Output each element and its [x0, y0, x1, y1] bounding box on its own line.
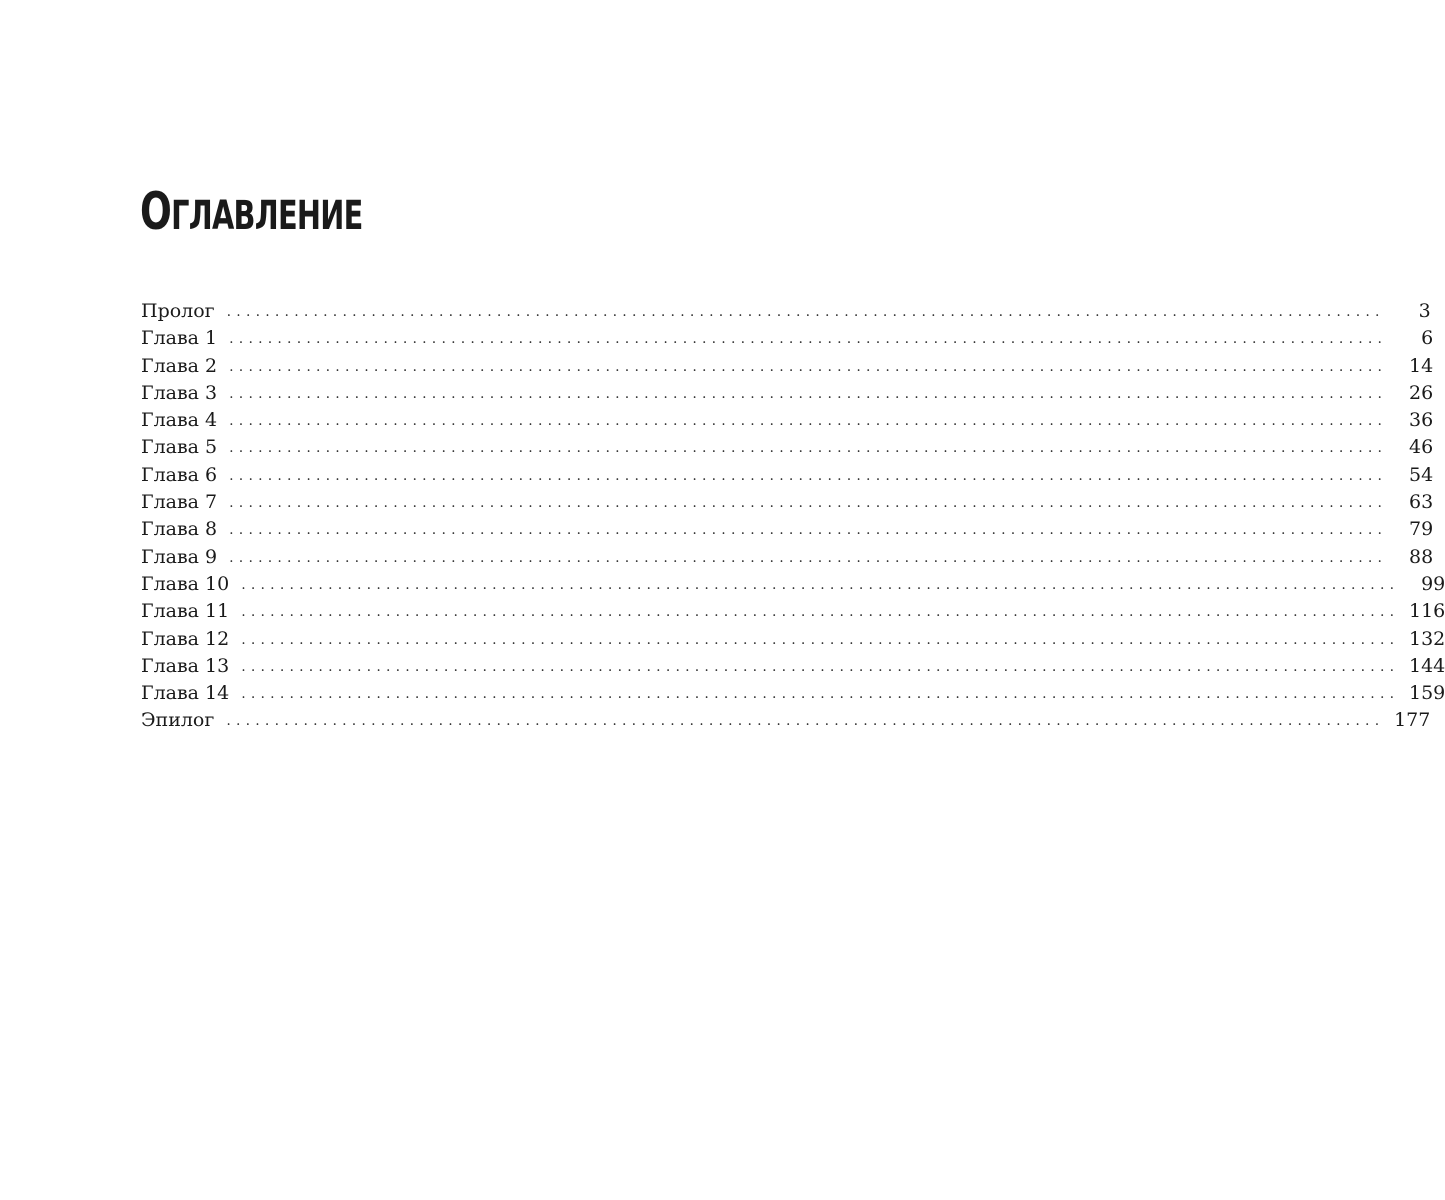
dot-leader: ........................................................................................................................ [229, 385, 1388, 402]
toc-entry-label: Глава 7 [141, 491, 218, 514]
toc-entry-label: Глава 13 [141, 654, 230, 677]
toc-entry [141, 544, 1434, 571]
toc-entry-label: Глава 2 [141, 354, 218, 377]
toc-entry-page-number: 36 [1408, 409, 1434, 432]
toc-entry-page-number: 116 [1408, 600, 1445, 623]
toc-entry-page-number: 46 [1408, 436, 1434, 459]
toc-entry-label: Глава 12 [141, 627, 230, 650]
toc-entry [141, 707, 1431, 734]
toc-entry-page-number: 79 [1408, 518, 1434, 541]
dot-leader: ........................................................................................................................ [229, 413, 1388, 430]
toc-entry-label: Глава 11 [141, 600, 230, 623]
toc-entry-page-number: 177 [1394, 709, 1431, 732]
dot-leader: ........................................................................................................................ [241, 686, 1400, 703]
toc-entry-label: Глава 3 [141, 381, 218, 404]
toc-entry-label: Глава 6 [141, 463, 218, 486]
toc-entry-page-number: 26 [1408, 381, 1434, 404]
toc-entry [141, 653, 1445, 680]
toc-entry-label: Пролог [141, 300, 215, 322]
toc-entry [141, 626, 1445, 653]
toc-entry-label: Глава 9 [141, 545, 218, 568]
toc-entry [141, 598, 1445, 625]
dot-leader: ........................................................................................................................ [241, 658, 1400, 675]
toc-entry-label: Глава 8 [141, 518, 218, 541]
dot-leader: ........................................................................................................................ [241, 604, 1400, 621]
toc-entry-page-number: 63 [1408, 491, 1434, 514]
toc-entry-page-number: 132 [1408, 627, 1445, 650]
toc-entry-label: Эпилог [141, 709, 215, 732]
dot-leader: ........................................................................................................................ [229, 467, 1388, 484]
toc-entry [141, 516, 1434, 543]
toc-entry-page-number: 159 [1408, 682, 1445, 705]
dot-leader: ........................................................................................................................ [241, 631, 1400, 648]
dot-leader: ........................................................................................................................ [229, 522, 1388, 539]
toc-entry [141, 298, 1431, 325]
toc-entry-page-number: 14 [1408, 354, 1434, 377]
dot-leader: ........................................................................................................................ [229, 358, 1388, 375]
dot-leader: ........................................................................................................................ [229, 331, 1388, 348]
toc-entry-label: Глава 1 [141, 327, 218, 350]
toc-entry-page-number: 54 [1408, 463, 1434, 486]
toc-entry-page-number: 88 [1408, 545, 1434, 568]
page-title: ОГЛАВЛЕНИЕ [140, 182, 363, 242]
toc-entry [141, 680, 1445, 707]
toc-entry-page-number: 3 [1418, 300, 1431, 322]
toc-entry-label: Глава 4 [141, 409, 218, 432]
dot-leader: ........................................................................................................................ [229, 549, 1388, 566]
toc-entry-label: Глава 5 [141, 436, 218, 459]
toc-entry-page-number: 144 [1408, 654, 1445, 677]
toc-entry [141, 407, 1434, 434]
dot-leader: ........................................................................................................................ [241, 576, 1400, 593]
dot-leader: ........................................................................................................................ [229, 495, 1388, 512]
toc-entry [141, 325, 1434, 352]
toc-entry [141, 380, 1434, 407]
dot-leader: ........................................................................................................................ [226, 713, 1385, 730]
toc-entry [141, 489, 1434, 516]
toc-entry [141, 434, 1434, 461]
toc-entry-page-number: 99 [1421, 572, 1445, 595]
toc-entry [141, 571, 1445, 598]
toc-entry [141, 462, 1434, 489]
toc-entry-label: Глава 14 [141, 682, 230, 705]
table-of-contents [141, 298, 1445, 735]
dot-leader: ........................................................................................................................ [226, 304, 1385, 320]
toc-entry [141, 353, 1434, 380]
dot-leader: ........................................................................................................................ [229, 440, 1388, 457]
toc-entry-label: Глава 10 [141, 572, 230, 595]
toc-entry-page-number: 6 [1421, 327, 1434, 350]
